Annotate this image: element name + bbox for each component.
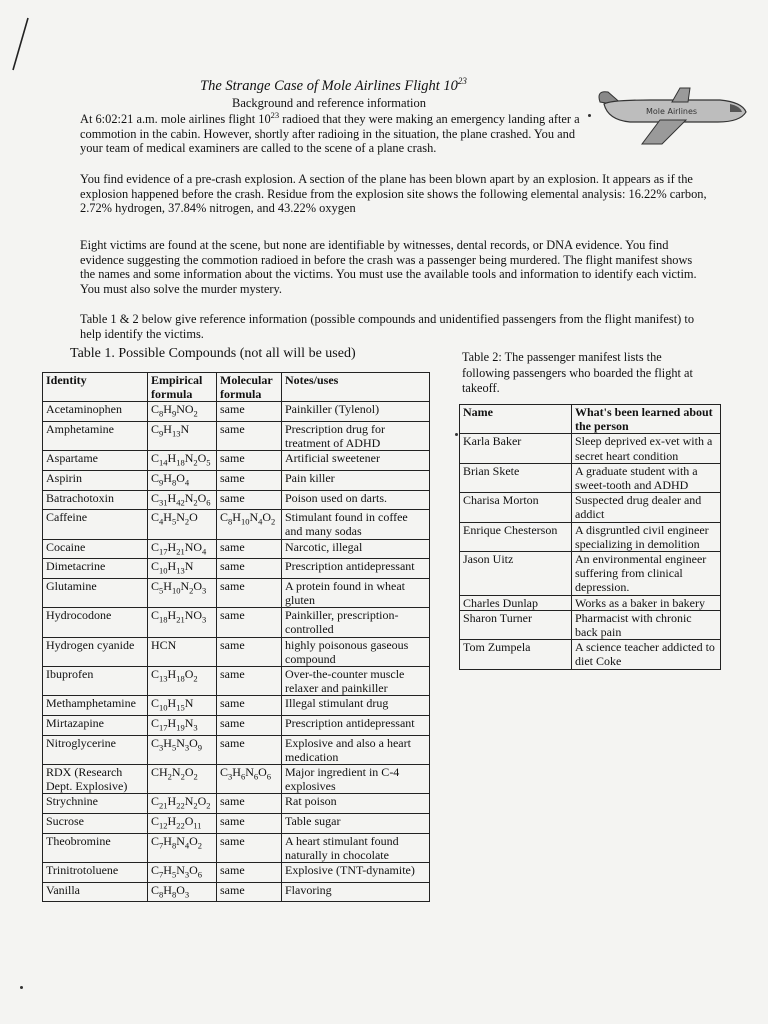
tables-intro-paragraph: Table 1 & 2 below give reference information (possible compounds and unidentified passengers from the flight manifest) to help identify the victims. — [80, 312, 695, 341]
compound-cell: Acetaminophen — [43, 402, 148, 422]
passenger-header-cell: What's been learned about the person — [572, 405, 721, 434]
compound-row — [43, 637, 430, 666]
compound-cell: same — [217, 882, 282, 902]
passenger-cell: Brian Skete — [460, 463, 572, 492]
compound-cell: Cocaine — [43, 539, 148, 559]
compound-cell: $C_{17}H_{19}N_3$ — [148, 716, 217, 736]
compound-cell: same — [217, 539, 282, 559]
compound-cell: Table sugar — [282, 814, 430, 834]
compound-cell: Strychnine — [43, 794, 148, 814]
compound-cell: $C_{12}H_{22}O_{11}$ — [148, 814, 217, 834]
compound-cell: Mirtazapine — [43, 716, 148, 736]
compound-row — [43, 794, 430, 814]
passenger-cell: A disgruntled civil engineer specializing in demolition — [572, 522, 721, 551]
compound-cell: same — [217, 696, 282, 716]
compound-cell: $C_{10}H_{15}N$ — [148, 696, 217, 716]
compound-cell: same — [217, 608, 282, 637]
intro-text-end: radioed that they were making an emergency landing after a commotion in the cabin. However, shortly after radioing in the situation, the plane crashed. You and your team of medical examiners are called to the scene of a plane crash. — [80, 112, 580, 156]
compound-row — [43, 667, 430, 696]
compound-cell: highly poisonous gaseous compound — [282, 637, 430, 666]
compound-cell: Over-the-counter muscle relaxer and painkiller — [282, 667, 430, 696]
compound-cell: Aspartame — [43, 451, 148, 471]
compound-row — [43, 510, 430, 539]
compound-cell: same — [217, 402, 282, 422]
stray-mark — [20, 986, 23, 989]
compound-cell: Poison used on darts. — [282, 490, 430, 510]
passenger-row — [460, 522, 721, 551]
compound-cell: $C_4H_5N_2O$ — [148, 510, 217, 539]
compound-cell: Pain killer — [282, 471, 430, 491]
passenger-cell: Tom Zumpela — [460, 640, 572, 669]
compound-cell: Explosive (TNT-dynamite) — [282, 863, 430, 883]
compound-cell: same — [217, 559, 282, 579]
compound-row — [43, 716, 430, 736]
passenger-row — [460, 640, 721, 669]
passenger-cell: A science teacher addicted to diet Coke — [572, 640, 721, 669]
compound-cell: Dimetacrine — [43, 559, 148, 579]
compound-cell: Nitroglycerine — [43, 735, 148, 764]
compound-row — [43, 863, 430, 883]
compound-cell: Explosive and also a heart medication — [282, 735, 430, 764]
intro-text-start: At 6:02:21 a.m. mole airlines flight 10 — [80, 112, 271, 127]
compound-cell: Flavoring — [282, 882, 430, 902]
compound-cell: same — [217, 814, 282, 834]
compound-cell: Hydrocodone — [43, 608, 148, 637]
passenger-cell: Pharmacist with chronic back pain — [572, 610, 721, 639]
compound-cell: $C_{13}H_{18}O_2$ — [148, 667, 217, 696]
compound-cell: $C_3H_5N_3O_9$ — [148, 735, 217, 764]
compound-cell: Prescription drug for treatment of ADHD — [282, 422, 430, 451]
compound-cell: same — [217, 735, 282, 764]
document-title — [200, 76, 467, 95]
passenger-row — [460, 434, 721, 463]
compound-cell: Prescription antidepressant — [282, 559, 430, 579]
passenger-cell: Sleep deprived ex-vet with a secret heart condition — [572, 434, 721, 463]
intro-superscript: 23 — [270, 110, 280, 120]
compound-cell: Trinitrotoluene — [43, 863, 148, 883]
passenger-row — [460, 463, 721, 492]
compound-row — [43, 422, 430, 451]
compound-cell: Major ingredient in C-4 explosives — [282, 765, 430, 794]
compound-cell: Caffeine — [43, 510, 148, 539]
compound-cell: same — [217, 451, 282, 471]
compound-cell: A protein found in wheat gluten — [282, 578, 430, 607]
compound-cell: same — [217, 667, 282, 696]
passenger-cell: Works as a baker in bakery — [572, 595, 721, 610]
compound-cell: same — [217, 578, 282, 607]
stray-mark — [455, 433, 458, 436]
passenger-cell: Karla Baker — [460, 434, 572, 463]
compound-cell: Rat poison — [282, 794, 430, 814]
compound-row — [43, 539, 430, 559]
passenger-cell: Suspected drug dealer and addict — [572, 493, 721, 522]
compound-cell: $C_{10}H_{13}N$ — [148, 559, 217, 579]
compound-cell: Hydrogen cyanide — [43, 637, 148, 666]
compound-row — [43, 814, 430, 834]
compound-cell: $C_{14}H_{18}N_2O_5$ — [148, 451, 217, 471]
compound-row — [43, 882, 430, 902]
compound-cell: same — [217, 833, 282, 862]
compound-row — [43, 833, 430, 862]
title-superscript: 23 — [457, 76, 467, 86]
intro-paragraph — [80, 108, 580, 156]
airplane-illustration — [590, 82, 750, 146]
compound-cell: Batrachotoxin — [43, 490, 148, 510]
compound-cell: HCN — [148, 637, 217, 666]
compound-cell: $C_8H_{10}N_4O_2$ — [217, 510, 282, 539]
compound-cell: $C_9H_8O_4$ — [148, 471, 217, 491]
compound-cell: $C_{31}H_{42}N_2O_6$ — [148, 490, 217, 510]
compound-cell: $C_3H_6N_6O_6$ — [217, 765, 282, 794]
compound-cell: $C_{17}H_{21}NO_4$ — [148, 539, 217, 559]
compound-row — [43, 696, 430, 716]
compound-cell: same — [217, 863, 282, 883]
compound-row — [43, 578, 430, 607]
pen-stroke-mark — [10, 16, 30, 72]
compound-cell: Glutamine — [43, 578, 148, 607]
compound-cell: $C_8H_8O_3$ — [148, 882, 217, 902]
stray-mark — [588, 114, 591, 117]
passenger-manifest-table — [459, 404, 721, 670]
passenger-cell: Jason Uitz — [460, 552, 572, 596]
compound-cell: Amphetamine — [43, 422, 148, 451]
compound-header-cell: Notes/uses — [282, 373, 430, 402]
compound-cell: $C_7H_8N_4O_2$ — [148, 833, 217, 862]
compound-row — [43, 559, 430, 579]
compound-cell: RDX (Research Dept. Explosive) — [43, 765, 148, 794]
compound-cell: $C_{21}H_{22}N_2O_2$ — [148, 794, 217, 814]
compound-cell: $C_{18}H_{21}NO_3$ — [148, 608, 217, 637]
passenger-row — [460, 610, 721, 639]
compound-cell: Theobromine — [43, 833, 148, 862]
compound-cell: $CH_2N_2O_2$ — [148, 765, 217, 794]
compound-header-cell: Molecular formula — [217, 373, 282, 402]
table2-caption: Table 2: The passenger manifest lists the following passengers who boarded the flight at takeoff. — [462, 350, 693, 395]
passenger-cell: An environmental engineer suffering from clinical depression. — [572, 552, 721, 596]
plane-label: Mole Airlines — [646, 107, 698, 116]
compound-cell: Painkiller (Tylenol) — [282, 402, 430, 422]
compound-cell: $C_7H_5N_3O_6$ — [148, 863, 217, 883]
explosion-paragraph: You find evidence of a pre-crash explosion. A section of the plane has been blown apart by an explosion. It appears as if the explosion happened before the crash. Residue from the explosion site shows the following elemental analysis: 16.22% carbon, 2.72% hydrogen, 37.84% nitrogen, and 43.22% oxygen — [80, 172, 707, 216]
document-subtitle: Background and reference information — [232, 96, 427, 110]
compound-cell: Aspirin — [43, 471, 148, 491]
compound-cell: Ibuprofen — [43, 667, 148, 696]
compound-cell: $C_9H_{13}N$ — [148, 422, 217, 451]
compound-cell: same — [217, 471, 282, 491]
compound-header-cell: Identity — [43, 373, 148, 402]
compound-row — [43, 451, 430, 471]
compound-cell: $C_8H_9NO_2$ — [148, 402, 217, 422]
compound-row — [43, 735, 430, 764]
compound-cell: same — [217, 716, 282, 736]
passenger-cell: Charisa Morton — [460, 493, 572, 522]
compound-row — [43, 471, 430, 491]
compound-cell: same — [217, 490, 282, 510]
compound-cell: Vanilla — [43, 882, 148, 902]
compound-cell: same — [217, 637, 282, 666]
passenger-cell: Enrique Chesterson — [460, 522, 572, 551]
compound-cell: Painkiller, prescription-controlled — [282, 608, 430, 637]
compound-cell: Narcotic, illegal — [282, 539, 430, 559]
passenger-row — [460, 595, 721, 610]
compound-cell: same — [217, 794, 282, 814]
compound-row — [43, 490, 430, 510]
table1-caption: Table 1. Possible Compounds (not all will be used) — [70, 346, 356, 361]
compound-cell: Prescription antidepressant — [282, 716, 430, 736]
compound-cell: Sucrose — [43, 814, 148, 834]
compound-cell: Illegal stimulant drug — [282, 696, 430, 716]
compound-cell: $C_5H_{10}N_2O_3$ — [148, 578, 217, 607]
compound-cell: Artificial sweetener — [282, 451, 430, 471]
victims-paragraph: Eight victims are found at the scene, but none are identifiable by witnesses, dental records, or DNA evidence. You find evidence suggesting the commotion radioed in before the crash was a passenger being murdered. The flight manifest shows the names and some information about the victims. You must use the available tools and information to identify each victim. You must also solve the murder mystery. — [80, 238, 697, 296]
compound-cell: same — [217, 422, 282, 451]
compound-row — [43, 402, 430, 422]
compound-cell: A heart stimulant found naturally in chocolate — [282, 833, 430, 862]
compounds-table — [42, 372, 430, 902]
compound-cell: Stimulant found in coffee and many sodas — [282, 510, 430, 539]
passenger-cell: Charles Dunlap — [460, 595, 572, 610]
title-text: The Strange Case of Mole Airlines Flight 10 — [200, 77, 458, 94]
passenger-row — [460, 493, 721, 522]
compound-header-cell: Empirical formula — [148, 373, 217, 402]
compound-row — [43, 765, 430, 794]
compound-row — [43, 608, 430, 637]
compound-cell: Methamphetamine — [43, 696, 148, 716]
passenger-cell: Sharon Turner — [460, 610, 572, 639]
passenger-header-cell: Name — [460, 405, 572, 434]
passenger-row — [460, 552, 721, 596]
passenger-cell: A graduate student with a sweet-tooth and ADHD — [572, 463, 721, 492]
